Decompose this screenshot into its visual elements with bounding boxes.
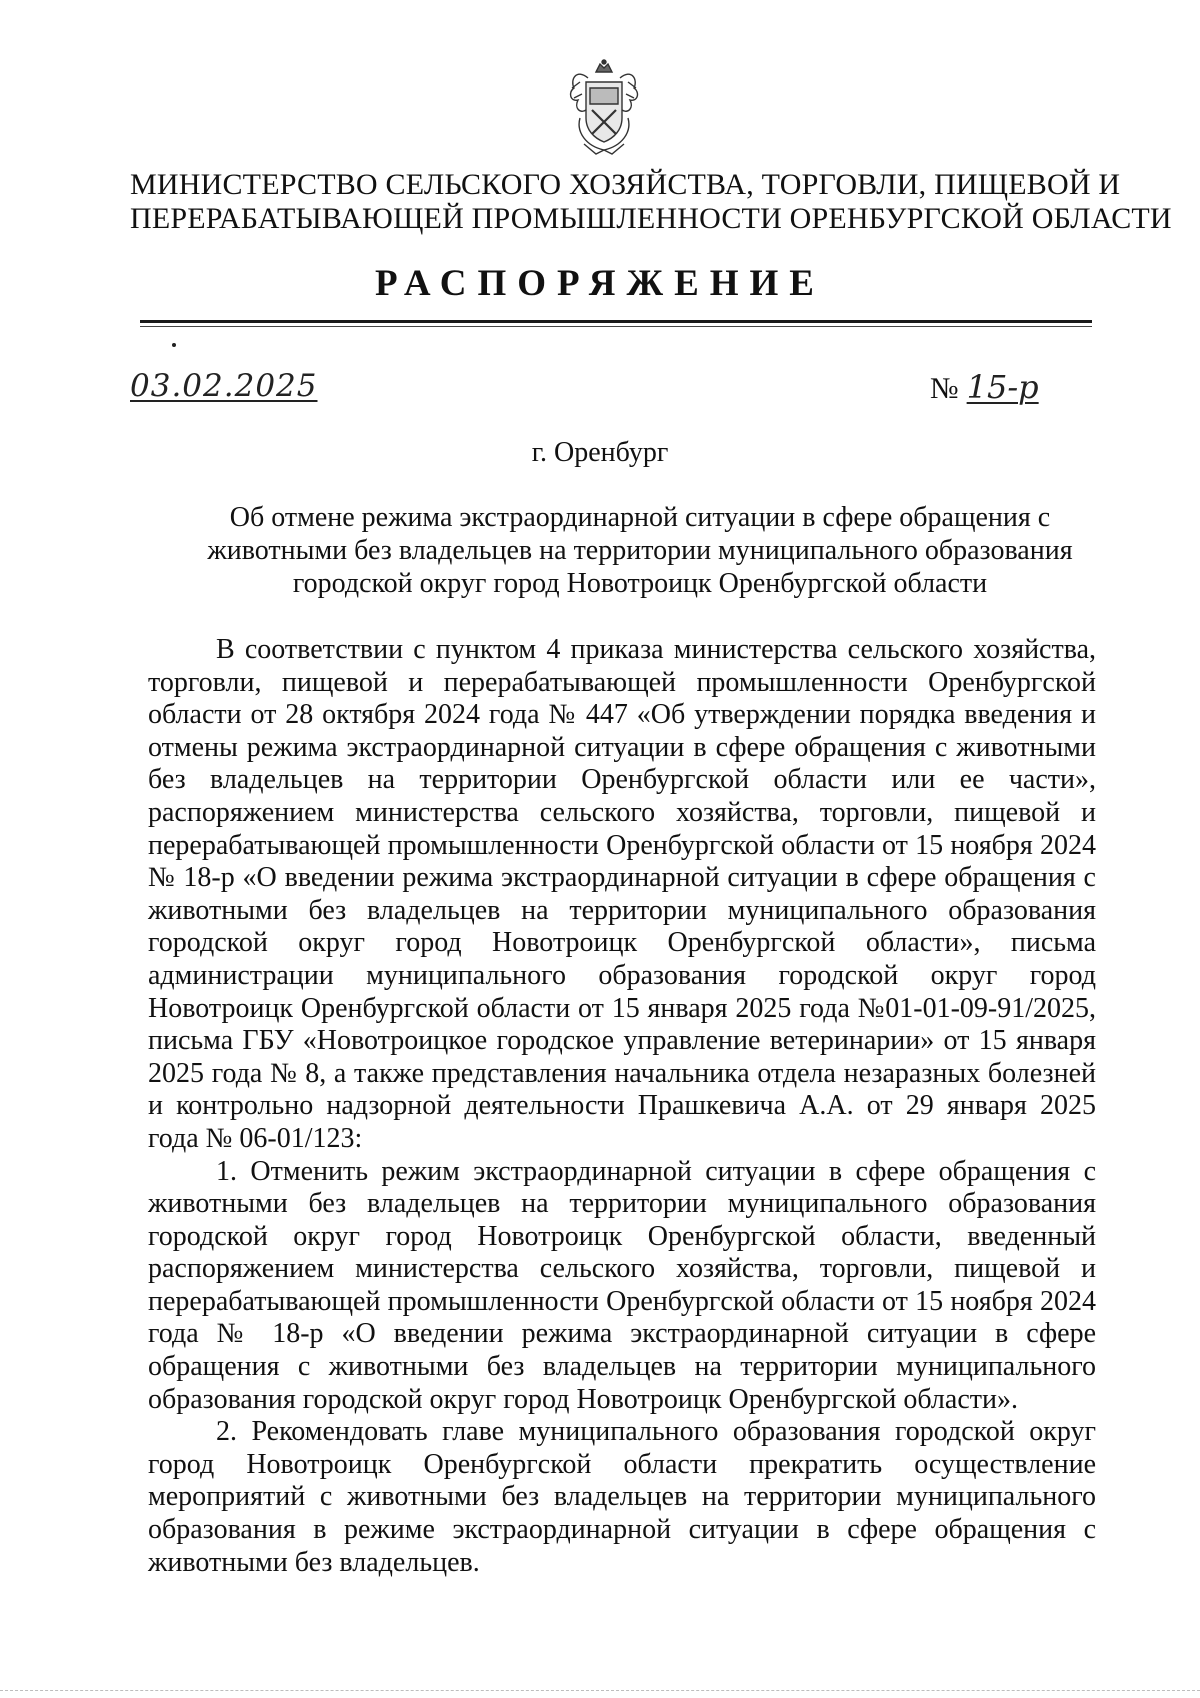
ministry-name-line-2: ПЕРЕРАБАТЫВАЮЩЕЙ ПРОМЫШЛЕННОСТИ ОРЕНБУРГСКОЙ ОБЛАСТИ <box>130 202 1172 235</box>
document-date: 03.02.2025 <box>130 368 318 404</box>
header-divider-thick <box>140 320 1092 323</box>
header-divider-thin <box>140 326 1092 327</box>
document-number <box>930 368 1077 406</box>
title-line-2: животными без владельцев на территории муниципального образования <box>207 535 1073 566</box>
ministry-name-line-1: МИНИСТЕРСТВО СЕЛЬСКОГО ХОЗЯЙСТВА, ТОРГОВЛИ, ПИЩЕВОЙ И <box>130 168 1121 201</box>
title-line-3: городской округ город Новотроицк Оренбургской области <box>292 568 988 599</box>
document-title <box>190 501 1090 600</box>
document-body <box>148 634 1096 1579</box>
scan-dot <box>172 343 176 347</box>
number-value: 15-р <box>966 368 1039 406</box>
document-type-heading: РАСПОРЯЖЕНИЕ <box>374 263 825 304</box>
number-sign: № <box>930 372 959 405</box>
item-1-paragraph: 1. Отменить режим экстраординарной ситуации в сфере обращения с животными без владельцев на территории муниципального образования городской округ город Новотроицк Оренбургской области, введенный распоряжением министерства сельского хозяйства, торговли, пищевой и перерабатывающей промышленности Оренбургской области от 15 ноября 2024 года № 18-р «О введении режима экстраординарной ситуации в сфере обращения с животными без владельцев на территории муниципального образования городской округ город Новотроицк Оренбургской области». <box>148 1155 1096 1415</box>
scan-edge-line <box>0 1690 1200 1691</box>
title-line-1: Об отмене режима экстраординарной ситуации в сфере обращения с <box>229 502 1051 533</box>
city-line: г. Оренбург <box>531 437 669 468</box>
preamble-paragraph: В соответствии с пунктом 4 приказа министерства сельского хозяйства, торговли, пищевой и перерабатывающей промышленности Оренбургской области от 28 октября 2024 года № 447 «Об утверждении порядка введения и отмены режима экстраординарной ситуации в сфере обращения с животными без владельцев на территории Оренбургской области или ее части», распоряжением министерства сельского хозяйства, торговли, пищевой и перерабатывающей промышленности Оренбургской области от 15 ноября 2024 № 18-р «О введении режима экстраординарной ситуации в сфере обращения с животными без владельцев на территории муниципального образования городской округ город Новотроицк Оренбургской области», письма администрации муниципального образования городской округ город Новотроицк Оренбургской области от 15 января 2025 года №01-01-09-91/2025, письма ГБУ «Новотроицкое городское управление ветеринарии» от 15 января 2025 года № 8, а также представления начальника отдела незаразных болезней и контрольно надзорной деятельности Прашкевича А.А. от 29 января 2025 года № 06-01/123: <box>148 634 1096 1154</box>
item-2-paragraph: 2. Рекомендовать главе муниципального образования городской округ город Новотроицк Оренбургской области прекратить осуществление мероприятий с животными без владельцев на территории муниципального образования в режиме экстраординарной ситуации в сфере обращения с животными без владельцев. <box>148 1416 1096 1578</box>
coat-of-arms-icon <box>566 58 642 158</box>
ministry-name <box>130 168 1172 236</box>
